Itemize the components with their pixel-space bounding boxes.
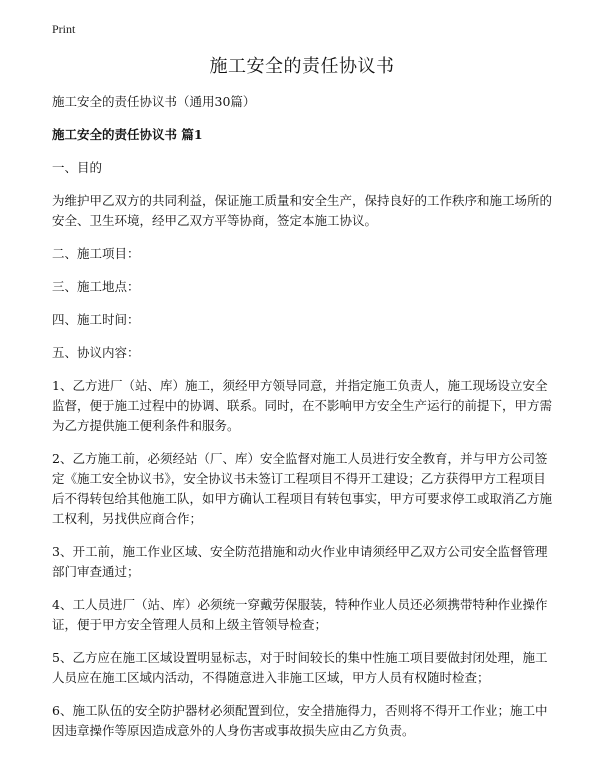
heading-project: 二、施工项目：	[52, 246, 140, 261]
clause-paragraph: 5、乙方应在施工区域设置明显标志，对于时间较长的集中性施工项目要做封闭处理，施工人员应在施工区域内活动，不得随意进入非施工区域，甲方人员有权随时检查；	[52, 650, 548, 685]
document-title: 施工安全的责任协议书	[209, 56, 395, 77]
heading-content: 五、协议内容：	[52, 345, 140, 360]
heading-purpose: 一、目的	[52, 160, 103, 175]
clause-paragraph: 1、乙方进厂（站、库）施工，须经甲方领导同意，并指定施工负责人，施工现场设立安全监督，便于施工过程中的协调、联系。同时，在不影响甲方安全生产运行的前提下，甲方需为乙方提供施工便利条件和服务。	[52, 378, 553, 433]
clause-paragraph: 2、乙方施工前，必须经站（厂、库）安全监督对施工人员进行安全教育，并与甲方公司签定《施工安全协议书》，安全协议书未签订工程项目不得开工建设；乙方获得甲方工程项目后不得转包给其他施工队，如甲方确认工程项目有转包事实，甲方可要求停工或取消乙方施工权利，另找供应商合作；	[52, 451, 553, 526]
clause-paragraph: 4、工人员进厂（站、库）必须统一穿戴劳保服装，特种作业人员还必须携带特种作业操作证，便于甲方安全管理人员和上级主管领导检查；	[52, 597, 548, 632]
document-body	[52, 52, 552, 754]
heading-time: 四、施工时间：	[52, 312, 140, 327]
clause-paragraph: 3、开工前，施工作业区域、安全防范措施和动火作业申请须经甲乙双方公司安全监督管理部门审查通过；	[52, 544, 548, 579]
clause-paragraph: 6、施工队伍的安全防护器材必须配置到位，安全措施得力，否则将不得开工作业；施工中因违章操作等原因造成意外的人身伤害或事故损失应由乙方负责。	[52, 703, 548, 738]
section-heading: 施工安全的责任协议书 篇1	[52, 127, 203, 142]
heading-location: 三、施工地点：	[52, 279, 140, 294]
document-subtitle: 施工安全的责任协议书（通用30篇）	[52, 94, 256, 109]
purpose-paragraph: 为维护甲乙双方的共同利益，保证施工质量和安全生产，保持良好的工作秩序和施工场所的安全、卫生环境，经甲乙双方平等协商，签定本施工协议。	[52, 193, 553, 228]
print-label: Print	[52, 22, 76, 36]
